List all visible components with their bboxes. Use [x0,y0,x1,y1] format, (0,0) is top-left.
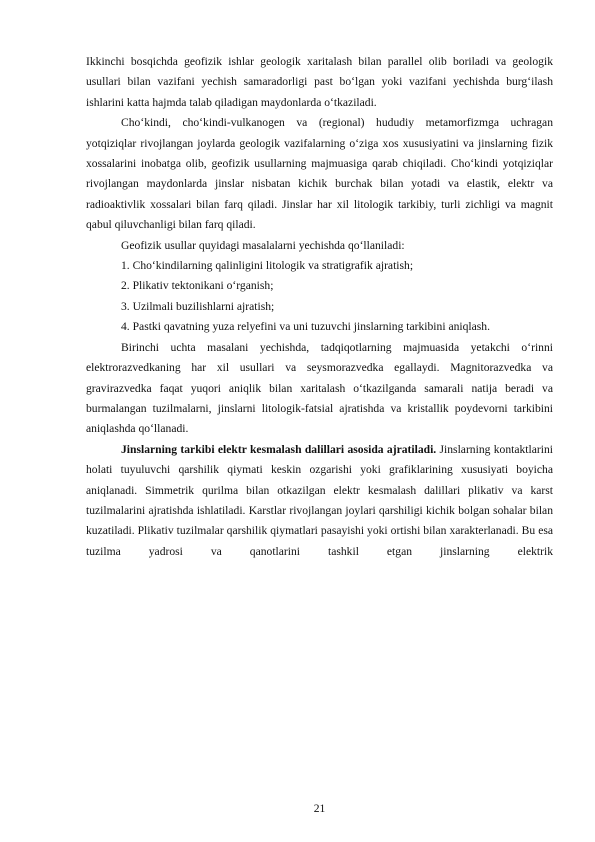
paragraph-first-three-tasks: Birinchi uchta masalani yechishda, tadqiqotlarning majmuasida yetakchi o‘rinni elektrorazvedkaning har xil usullari va seysmorazvedka egallaydi. Magnitorazvedka va gravirazvedka faqat yuqori aniqlik bilan xaritalash o‘tkazilganda samarali natija beradi va burmalangan tuzilmalarni, jinslarni litologik-fatsial ajratishda va kristallik poydevorni tarkibini aniqlashda qo‘llanadi. [86,340,553,436]
paragraph-methods-lead: Geofizik usullar quyidagi masalalarni yechishda qo‘llaniladi: [121,238,405,252]
paragraph-rock-composition [86,440,553,562]
list-item-3: 3. Uzilmali buzilishlarni ajratish; [121,299,275,313]
list-item-4: 4. Pastki qavatning yuza relyefini va uni tuzuvchi jinslarning tarkibini aniqlash. [121,320,490,334]
list-item-1: 1. Cho‘kindilarning qalinligini litologik va stratigrafik ajratish; [121,259,414,273]
paragraph-intro: Ikkinchi bosqichda geofizik ishlar geologik xaritalash bilan parallel olib boriladi va geologik usullari bilan vazifani yechish samaradorligi past bo‘lgan yoki vazifani yechishda burg‘ilash ishlarini katta hajmda talab qiladigan maydonlarda o‘tkaziladi. [86,55,553,109]
paragraph-sedimentary: Cho‘kindi, cho‘kindi-vulkanogen va (regional) hududiy metamorfizmga uchragan yotqiziqlar rivojlangan joylarda geologik vazifalarning o‘ziga xos xususiyatini va jinslarning fizik xossalarini inobatga olib, geofizik usullarning majmuasiga qarab chiqiladi. Cho‘kindi yotqiziqlar rivojlangan maydonlarda jinslar nisbatan kichik burchak bilan yotadi va elastik, elektr va radioaktivlik xossalari bilan farq qiladi. Jinslar har xil litologik tarkibiy, turli zichligi va magnit qabul qiluvchanligi bilan farq qiladi. [86,116,553,232]
body-text [86,52,553,562]
paragraph-rock-composition-text: Jinslarning kontaktlarini holati tuyuluvchi qarshilik qiymati keskin ozgarishi yoki grafiklarining xususiyati boyicha aniqlanadi. Simmetrik qurilma bilan otkazilgan elektr kesmalash dalillari plikativ va karst tuzilmalarini ajratishda ishlatiladi. Karstlar rivojlangan joylari qarshiligi kichik bolgan sohalar bilan kuzatiladi. Plikativ tuzilmalar qarshilik qiymatlari pasayishi yoki ortishi bilan xarakterlanadi. Bu esa tuzilma yadrosi va qanotlarini tashkil etgan jinslarning elektrik [86,442,553,558]
page-number: 21 [313,802,326,815]
list-item-2: 2. Plikativ tektonikani o‘rganish; [121,279,274,293]
paragraph-bold-heading: Jinslarning tarkibi elektr kesmalash dalillari asosida ajratiladi. [121,442,437,456]
